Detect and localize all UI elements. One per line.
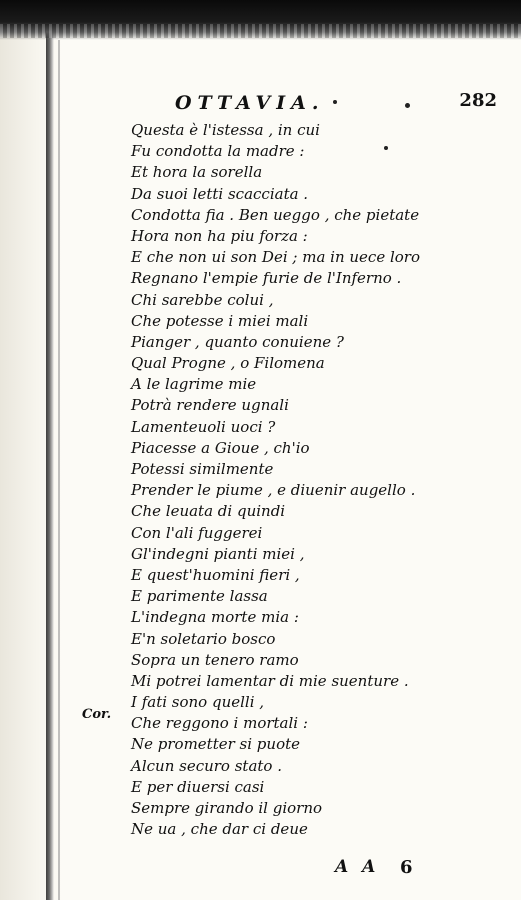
verse-line: Prender le piume , e diuenir augello . (131, 481, 416, 500)
verse-line: Alcun securo stato . (131, 756, 282, 775)
binding-shadow (46, 30, 54, 900)
signature-mark: A A (335, 857, 380, 877)
verse-line: Da suoi letti scacciata . (131, 184, 309, 203)
page-edge-line (58, 40, 60, 900)
verse-line: A le lagrime mie (131, 375, 257, 394)
verse-line: Condotta fia . Ben ueggo , che pietate (131, 205, 420, 224)
verse-line: I fati sono quelli , (131, 693, 265, 712)
verse-line: Potessi similmente (131, 460, 274, 478)
verse-line: Fu condotta la madre : (131, 142, 305, 161)
verse-line: Sopra un tenero ramo (131, 650, 299, 669)
verse-line: Piacesse a Gioue , ch'io (131, 438, 310, 457)
verse-line: Che reggono i mortali : (131, 714, 308, 733)
verse-line: E per diuersi casi (131, 777, 265, 796)
verse-line: Regnano l'empie furie de l'Inferno . (131, 269, 402, 288)
verse-line: Che leuata di quindi (131, 502, 286, 521)
verse-line: Che potesse i miei mali (131, 311, 309, 330)
verse-line: Ne ua , che dar ci deue (131, 820, 308, 839)
verse-line: Mi potrei lamentar di mie suenture . (131, 671, 409, 690)
scan-top-edge (0, 0, 521, 40)
verse-text (131, 120, 491, 840)
verse-line: Con l'ali fuggerei (131, 523, 263, 542)
verse-line: Questa è l'istessa , in cui (131, 121, 320, 139)
running-title: OTTAVIA. (175, 92, 325, 114)
verse-line: E quest'huomini fieri , (131, 565, 300, 584)
verse-line: Pianger , quanto conuiene ? (131, 332, 344, 351)
signature-number: 6 (400, 857, 413, 878)
verse-line: Sempre girando il giorno (131, 799, 323, 817)
ink-speck (405, 103, 410, 108)
verse-line: L'indegna morte mia : (131, 608, 299, 627)
verse-line: Hora non ha piu forza : (131, 226, 308, 245)
page-header (175, 92, 505, 116)
verse-line: E'n soletario bosco (131, 629, 276, 648)
verse-line: Potrà rendere ugnali (131, 396, 289, 415)
speaker-label: Cor. (82, 707, 112, 722)
verse-line: E parimente lassa (131, 587, 268, 606)
verse-line: Ne prometter si puote (131, 735, 301, 754)
ink-speck (333, 100, 337, 104)
verse-line: Qual Progne , o Filomena (131, 354, 325, 373)
verse-line: Gl'indegni pianti miei , (131, 544, 305, 563)
verse-line: Lamenteuoli uoci ? (131, 417, 276, 436)
verse-line: Chi sarebbe colui , (131, 290, 274, 309)
folio-number: 282 (459, 90, 497, 111)
verse-line: E che non ui son Dei ; ma in uece loro (131, 248, 420, 267)
ink-speck (384, 146, 388, 150)
verse-line: Et hora la sorella (131, 163, 263, 182)
